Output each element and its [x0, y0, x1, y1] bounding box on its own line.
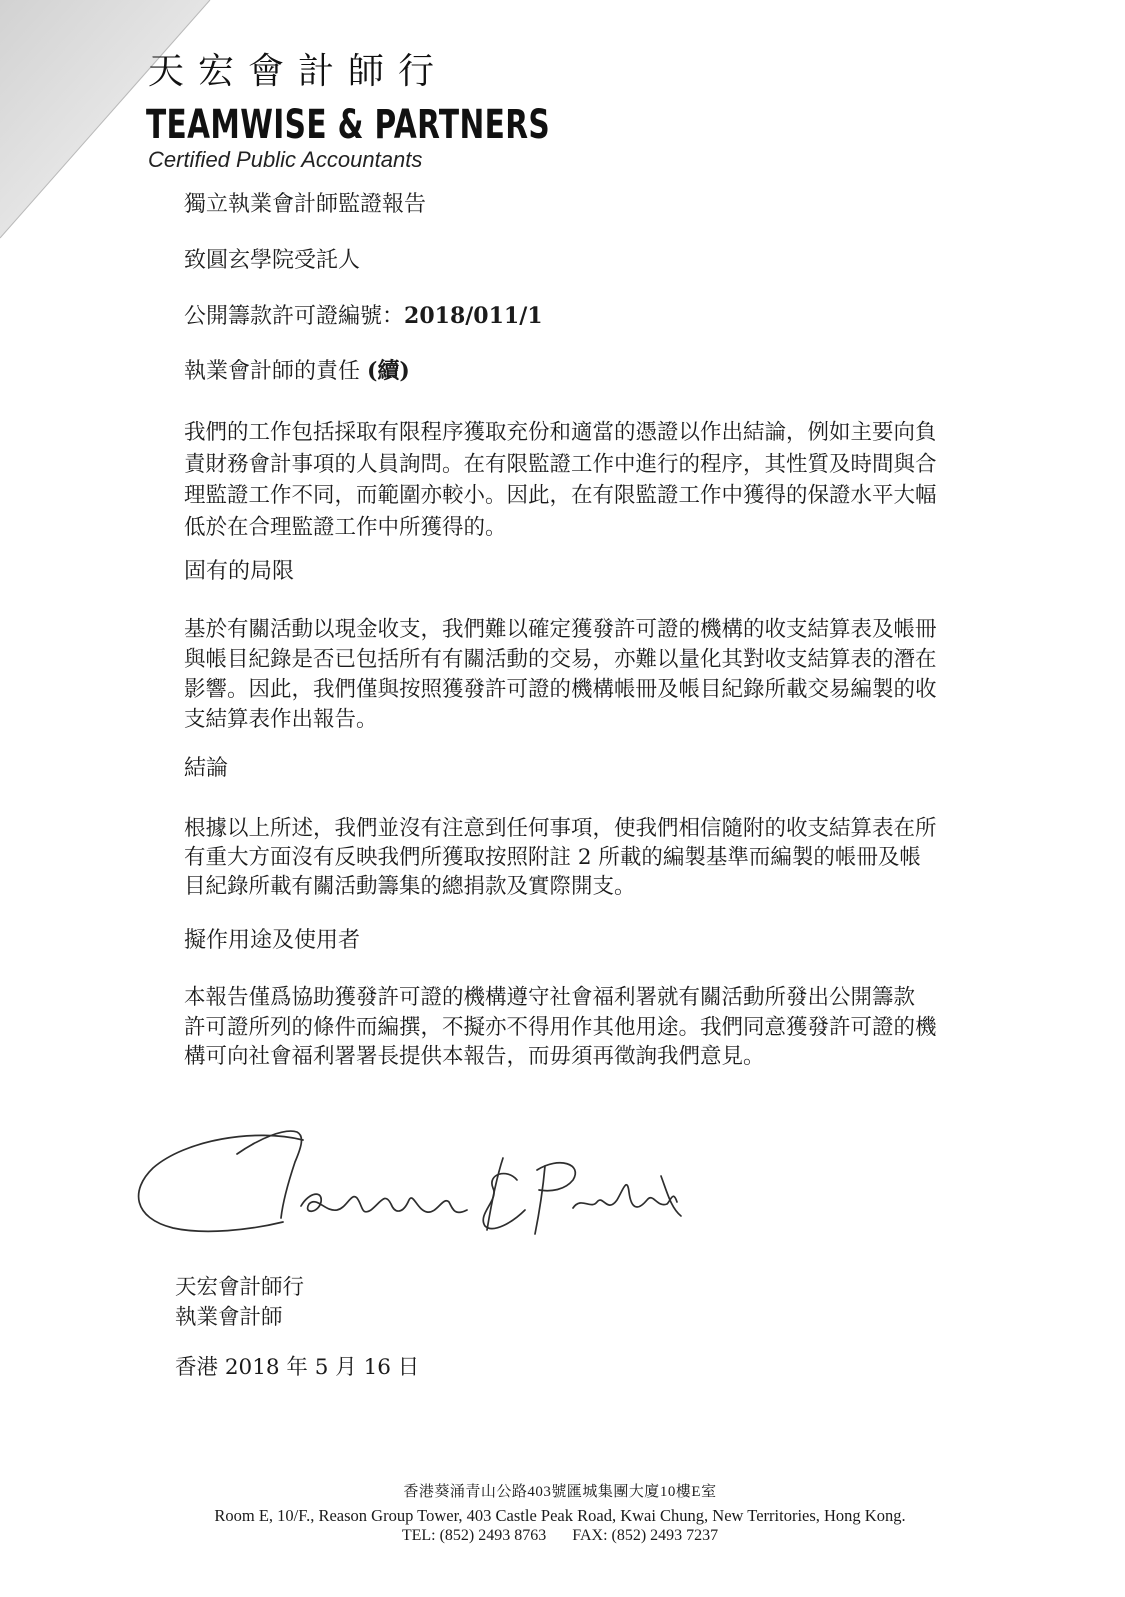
footer-address-chinese: 香港葵涌青山公路403號匯城集團大廈10樓E室 [403, 1484, 717, 1500]
paragraph-line: 構可向社會福利署署長提供本報告，而毋須再徵詢我們意見。 [184, 1044, 765, 1069]
paragraph-line: 低於在合理監證工作中所獲得的。 [184, 514, 507, 540]
paragraph-line: 與帳目紀錄是否已包括所有有關活動的交易，亦難以量化其對收支結算表的潛在 [184, 647, 937, 672]
paragraph-line: 我們的工作包括採取有限程序獲取充份和適當的憑證以作出結論，例如主要向負 [184, 420, 937, 445]
paragraph-intended-use [184, 983, 937, 1072]
paragraph-responsibility [184, 417, 937, 543]
section-heading-conclusion: 結論 [184, 756, 229, 781]
paragraph-line: 責財務會計事項的人員詢問。在有限監證工作中進行的程序，其性質及時間與合 [184, 451, 937, 477]
signing-firm-name: 天宏會計師行 [175, 1275, 305, 1300]
permit-number-line [184, 301, 543, 332]
paragraph-line: 理監證工作不同，而範圍亦較小。因此，在有限監證工作中獲得的保證水平大幅 [184, 483, 937, 508]
letterhead-english-name: TEAMWISE & PARTNERS [146, 102, 551, 148]
paragraph-line: 有重大方面沒有反映我們所獲取按照附註 2 所載的編製基準而編製的帳冊及帳 [184, 845, 921, 870]
paragraph-line: 支結算表作出報告。 [184, 707, 378, 732]
section-heading-intended-use: 擬作用途及使用者 [184, 928, 361, 953]
permit-number: 2018/011/1 [404, 303, 543, 329]
report-addressee: 致圓玄學院受託人 [184, 248, 361, 273]
continued-marker: (續) [367, 358, 410, 384]
paragraph-line: 許可證所列的條件而編撰，不擬亦不得用作其他用途。我們同意獲發許可證的機 [184, 1014, 937, 1040]
place-and-date: 香港 2018 年 5 月 16 日 [175, 1355, 420, 1380]
letterhead-tagline: Certified Public Accountants [148, 147, 423, 172]
paragraph-line: 目紀錄所載有關活動籌集的總捐款及實際開支。 [184, 874, 636, 899]
paragraph-line: 根據以上所述，我們並沒有注意到任何事項，使我們相信隨附的收支結算表在所 [184, 816, 937, 841]
paragraph-limitations [184, 615, 937, 735]
footer-fax: FAX: (852) 2493 7237 [572, 1527, 719, 1544]
footer-telephone: TEL: (852) 2493 8763 [401, 1527, 547, 1544]
section-heading-text: 執業會計師的責任 [184, 359, 361, 384]
report-title: 獨立執業會計師監證報告 [184, 192, 427, 217]
handwritten-signature [125, 1118, 685, 1248]
signing-firm-title: 執業會計師 [175, 1305, 283, 1330]
section-heading-responsibility [184, 356, 410, 387]
permit-label: 公開籌款許可證編號： [184, 304, 405, 329]
paragraph-line: 影響。因此，我們僅與按照獲發許可證的機構帳冊及帳目紀錄所載交易編製的收 [184, 677, 937, 702]
paragraph-line: 基於有關活動以現金收支，我們難以確定獲發許可證的機構的收支結算表及帳冊 [184, 617, 937, 642]
letterhead-chinese-name: 天宏會計師行 [148, 51, 449, 92]
paragraph-line: 本報告僅爲協助獲發許可證的機構遵守社會福利署就有關活動所發出公開籌款 [184, 985, 916, 1010]
footer-contact [0, 1525, 1120, 1546]
footer-address-english: Room E, 10/F., Reason Group Tower, 403 Castle Peak Road, Kwai Chung, New Territories, Hong Kong. [214, 1506, 906, 1525]
paragraph-conclusion [184, 814, 937, 901]
section-heading-limitations: 固有的局限 [184, 559, 295, 584]
